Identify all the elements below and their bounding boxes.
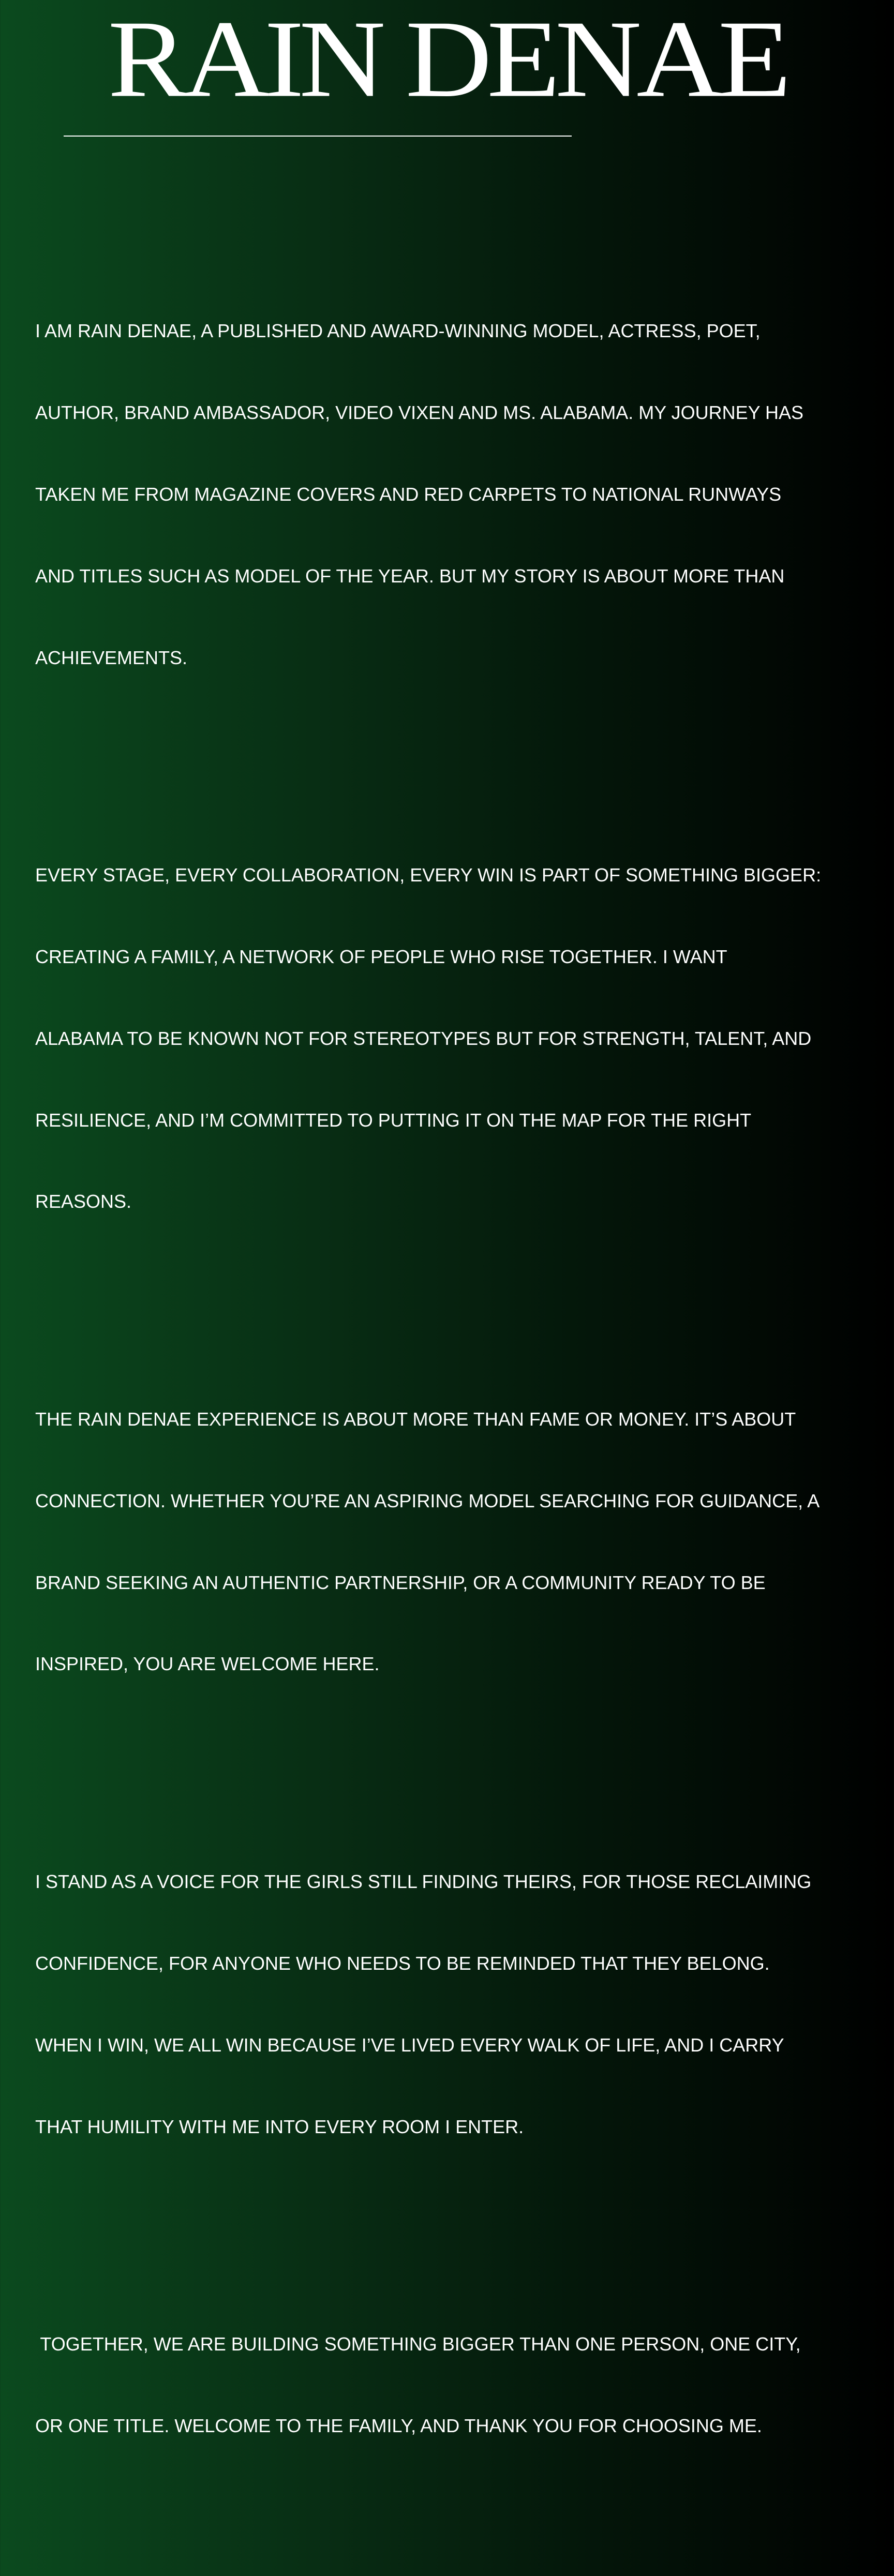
bio-line: ALABAMA TO BE KNOWN NOT FOR STEREOTYPES BUT FOR STRENGTH, TALENT, AND (35, 1027, 812, 1049)
bio-line: RESILIENCE, AND I’M COMMITTED TO PUTTING IT ON THE MAP FOR THE RIGHT (35, 1109, 752, 1131)
bio-line: INSPIRED, YOU ARE WELCOME HERE. (35, 1653, 380, 1675)
bio-line: BRAND SEEKING AN AUTHENTIC PARTNERSHIP, OR A COMMUNITY READY TO BE (35, 1571, 766, 1593)
bio-paragraph-4 (35, 1814, 873, 2195)
bio-line: AND TITLES SUCH AS MODEL OF THE YEAR. BUT MY STORY IS ABOUT MORE THAN (35, 565, 785, 587)
bio-paragraph-3 (35, 1352, 873, 1732)
bio-line: CREATING A FAMILY, A NETWORK OF PEOPLE WHO RISE TOGETHER. I WANT (35, 946, 727, 968)
bio-line: THAT HUMILITY WITH ME INTO EVERY ROOM I ENTER. (35, 2116, 524, 2137)
bio-line: TAKEN ME FROM MAGAZINE COVERS AND RED CARPETS TO NATIONAL RUNWAYS (35, 483, 782, 505)
bio-line: EVERY STAGE, EVERY COLLABORATION, EVERY WIN IS PART OF SOMETHING BIGGER: (35, 864, 822, 886)
bio-line: CONNECTION. WHETHER YOU’RE AN ASPIRING MODEL SEARCHING FOR GUIDANCE, A (35, 1490, 820, 1511)
bio-line: TOGETHER, WE ARE BUILDING SOMETHING BIGGER THAN ONE PERSON, ONE CITY, (35, 2333, 801, 2355)
bio-line: ACHIEVEMENTS. (35, 647, 188, 668)
page-title: RAIN DENAE (108, 0, 786, 121)
bio-line: THE RAIN DENAE EXPERIENCE IS ABOUT MORE THAN FAME OR MONEY. IT’S ABOUT (35, 1409, 796, 1430)
bio-paragraph-1 (35, 263, 873, 726)
bio-paragraph-5 (35, 2277, 873, 2494)
bio-line: I STAND AS A VOICE FOR THE GIRLS STILL FINDING THEIRS, FOR THOSE RECLAIMING (35, 1871, 812, 1893)
bio-paragraph-2 (35, 807, 873, 1270)
bio-line: REASONS. (35, 1191, 132, 1212)
bio-line: I AM RAIN DENAE, A PUBLISHED AND AWARD-WINNING MODEL, ACTRESS, POET, (35, 320, 761, 342)
title-divider (64, 136, 572, 137)
bio-line: WHEN I WIN, WE ALL WIN BECAUSE I’VE LIVED EVERY WALK OF LIFE, AND I CARRY (35, 2034, 784, 2056)
bio-line: OR ONE TITLE. WELCOME TO THE FAMILY, AND THANK YOU FOR CHOOSING ME. (35, 2415, 762, 2437)
bio-text (35, 209, 873, 2576)
bio-line: AUTHOR, BRAND AMBASSADOR, VIDEO VIXEN AND MS. ALABAMA. MY JOURNEY HAS (35, 402, 804, 424)
bio-line: CONFIDENCE, FOR ANYONE WHO NEEDS TO BE REMINDED THAT THEY BELONG. (35, 1953, 770, 1974)
